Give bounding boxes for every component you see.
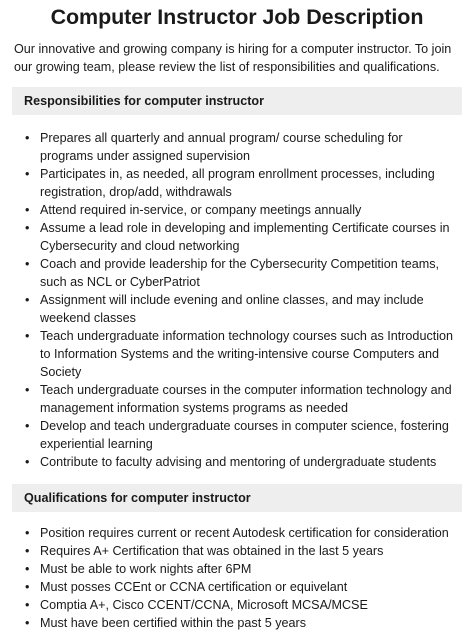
- list-item-text: Coach and provide leadership for the Cybersecurity Competition teams, such as NCL or CyberPatriot: [40, 257, 440, 289]
- responsibilities-heading: Responsibilities for computer instructor: [12, 87, 462, 115]
- list-item-text: Contribute to faculty advising and mentoring of undergraduate students: [40, 455, 437, 469]
- list-item-text: Must be able to work nights after 6PM: [40, 562, 252, 576]
- bullet-icon: •: [25, 419, 30, 433]
- bullet-icon: •: [25, 544, 30, 558]
- list-item: [12, 327, 462, 381]
- bullet-icon: •: [25, 257, 30, 271]
- bullet-icon: •: [25, 383, 30, 397]
- list-item-text: Must posses CCEnt or CCNA certification or equivelant: [40, 580, 348, 594]
- bullet-icon: •: [25, 455, 30, 469]
- list-item: [12, 417, 462, 453]
- list-item: [12, 560, 462, 578]
- bullet-icon: •: [25, 580, 30, 594]
- list-item-text: Assume a lead role in developing and implementing Certificate courses in Cybersecurity and cloud networking: [40, 221, 450, 253]
- bullet-icon: •: [25, 167, 30, 181]
- list-item: [12, 524, 462, 542]
- list-item: [12, 578, 462, 596]
- bullet-icon: •: [25, 221, 30, 235]
- list-item-text: Prepares all quarterly and annual program/ course scheduling for programs under assigned supervision: [40, 131, 403, 163]
- bullet-icon: •: [25, 598, 30, 612]
- responsibilities-list: [12, 129, 462, 471]
- page-title: Computer Instructor Job Description: [50, 5, 424, 29]
- list-item-text: Participates in, as needed, all program enrollment processes, including registration, drop/add, withdrawals: [40, 167, 435, 199]
- bullet-icon: •: [25, 131, 30, 145]
- bullet-icon: •: [25, 562, 30, 576]
- list-item: [12, 255, 462, 291]
- list-item-text: Comptia A+, Cisco CCENT/CCNA, Microsoft MCSA/MCSE: [40, 598, 368, 612]
- list-item: [12, 165, 462, 201]
- bullet-icon: •: [25, 293, 30, 307]
- list-item-text: Must have been certified within the past 5 years: [40, 616, 307, 630]
- list-item-text: Position requires current or recent Autodesk certification for consideration: [40, 526, 449, 540]
- bullet-icon: •: [25, 329, 30, 343]
- list-item: [12, 453, 462, 471]
- list-item: [12, 291, 462, 327]
- list-item: [12, 596, 462, 614]
- intro-paragraph: Our innovative and growing company is hiring for a computer instructor. To join our growing team, please review the list of responsibilities and qualifications.: [14, 42, 452, 74]
- bullet-icon: •: [25, 616, 30, 630]
- qualifications-heading: Qualifications for computer instructor: [12, 484, 462, 512]
- list-item: [12, 129, 462, 165]
- list-item: [12, 381, 462, 417]
- list-item-text: Teach undergraduate information technology courses such as Introduction to Information Systems and the writing-intensive course Computers and Society: [40, 329, 454, 379]
- list-item: [12, 542, 462, 560]
- list-item: [12, 219, 462, 255]
- list-item-text: Assignment will include evening and online classes, and may include weekend classes: [40, 293, 424, 325]
- bullet-icon: •: [25, 526, 30, 540]
- list-item-text: Requires A+ Certification that was obtained in the last 5 years: [40, 544, 384, 558]
- qualifications-list: [12, 524, 462, 632]
- list-item: [12, 201, 462, 219]
- bullet-icon: •: [25, 203, 30, 217]
- list-item-text: Develop and teach undergraduate courses in computer science, fostering experiential learning: [40, 419, 449, 451]
- list-item: [12, 614, 462, 632]
- list-item-text: Teach undergraduate courses in the computer information technology and management information systems programs as needed: [40, 383, 452, 415]
- list-item-text: Attend required in-service, or company meetings annually: [40, 203, 362, 217]
